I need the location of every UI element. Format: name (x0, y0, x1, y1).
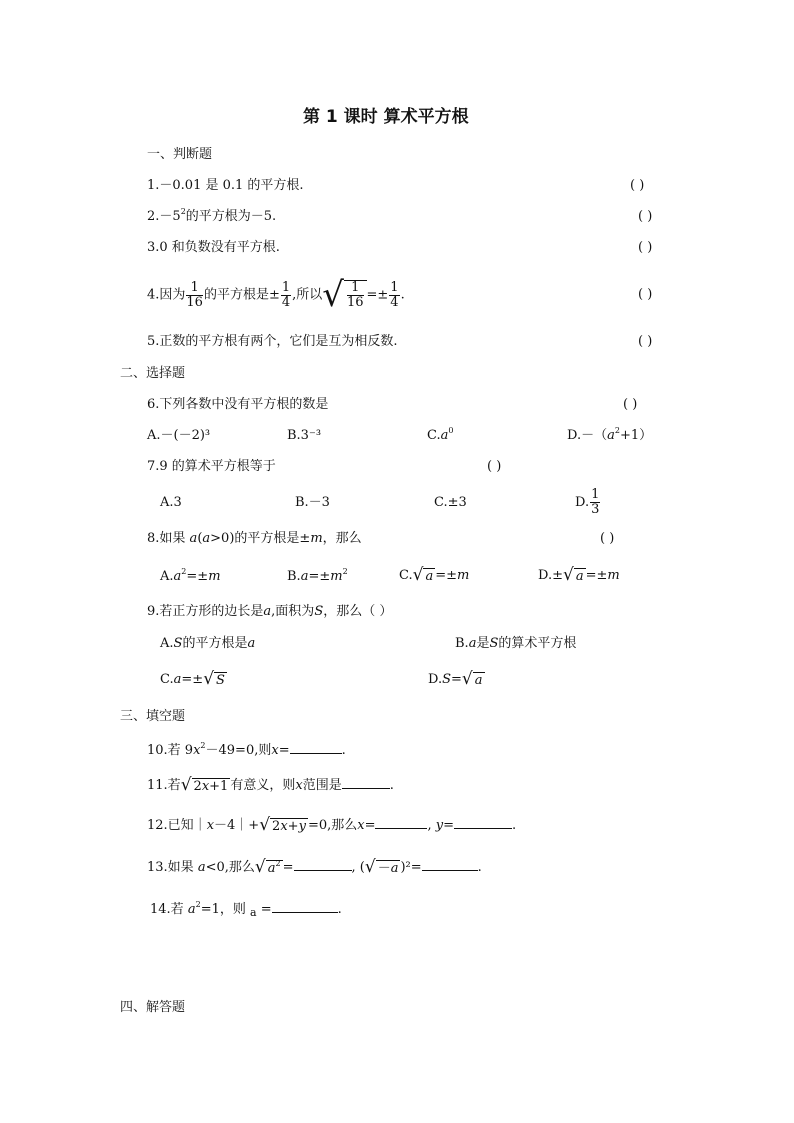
question-7: 7.9 的算术平方根等于 (147, 459, 276, 474)
section-fill-blank: 三、填空题 (120, 709, 186, 724)
question-12: 12.已知｜x－4｜+√ 2x+y =0,那么x= , y= . (147, 815, 517, 835)
q8-option-a: $A.a^2=\pm m$ (160, 567, 221, 584)
section-choice: 二、选择题 (120, 366, 186, 381)
q8-option-d: D.±√ a =±m (538, 565, 620, 585)
q9-option-d: D.S=√ a (428, 669, 483, 689)
section-answer: 四、解答题 (120, 1000, 186, 1015)
question-10: 10.若 $9x^2-49=0$,则x= . (147, 741, 346, 758)
q9-option-a: A.S的平方根是a (160, 636, 256, 651)
answer-paren-6: ( ) (623, 397, 638, 412)
q6-option-c: $C.a^0$ (427, 426, 454, 443)
answer-paren-8: ( ) (600, 531, 615, 546)
section-judgment: 一、判断题 (147, 147, 213, 162)
q6-option-a: A.－(－2)³ (147, 428, 211, 443)
question-1: 1.－0.01 是 0.1 的平方根. (147, 178, 304, 193)
answer-paren-2: ( ) (638, 209, 653, 224)
question-3: 3.0 和负数没有平方根. (147, 240, 280, 255)
answer-paren-1: ( ) (630, 178, 645, 193)
question-13: 13.如果 a<0,那么√ $a^2$ = , (√ －a )²= . (147, 857, 482, 877)
question-8: 8.如果 a(a>0)的平方根是±m，那么 (147, 531, 362, 546)
answer-paren-4: ( ) (638, 287, 653, 302)
question-9: 9.若正方形的边长是a,面积为S，那么（ ） (147, 604, 393, 619)
question-14: 14.若 $a^2=1$，则 $_a$ = . (150, 900, 342, 919)
answer-paren-5: ( ) (638, 334, 653, 349)
q9-option-c: C.a=±√ S (160, 669, 225, 689)
q6-option-d: $D.-(a^2+1)$ (567, 426, 653, 443)
question-2: $2.-5^2$的平方根为－5. (147, 207, 277, 224)
page-title: 第 1 课时 算术平方根 (303, 107, 469, 127)
q7-option-a: A.3 (160, 495, 182, 510)
question-5: 5.正数的平方根有两个，它们是互为相反数. (147, 334, 398, 349)
q8-option-c: C.√ a =±m (399, 565, 470, 585)
answer-paren-3: ( ) (638, 240, 653, 255)
q7-option-b: B.－3 (295, 495, 330, 510)
question-11: 11.若√ 2x+1 有意义，则x范围是 . (147, 775, 394, 795)
q9-option-b: B.a是S的算术平方根 (455, 636, 577, 651)
q7-option-d: D. $\frac{1}{3}$ (575, 487, 600, 517)
q8-option-b: $B.a=\pm m^2$ (287, 567, 348, 584)
answer-paren-7: ( ) (487, 459, 502, 474)
q7-option-c: C.±3 (434, 495, 467, 510)
question-4: 4.因为 $\frac{1}{16}$ 的平方根是± $\frac{1}{4}$ ,所以√ $\frac{1}{16}$ =± $\frac{1}{4}$ . (147, 275, 405, 315)
q6-option-b: B.3⁻³ (287, 428, 322, 443)
question-6: 6.下列各数中没有平方根的数是 (147, 397, 329, 412)
